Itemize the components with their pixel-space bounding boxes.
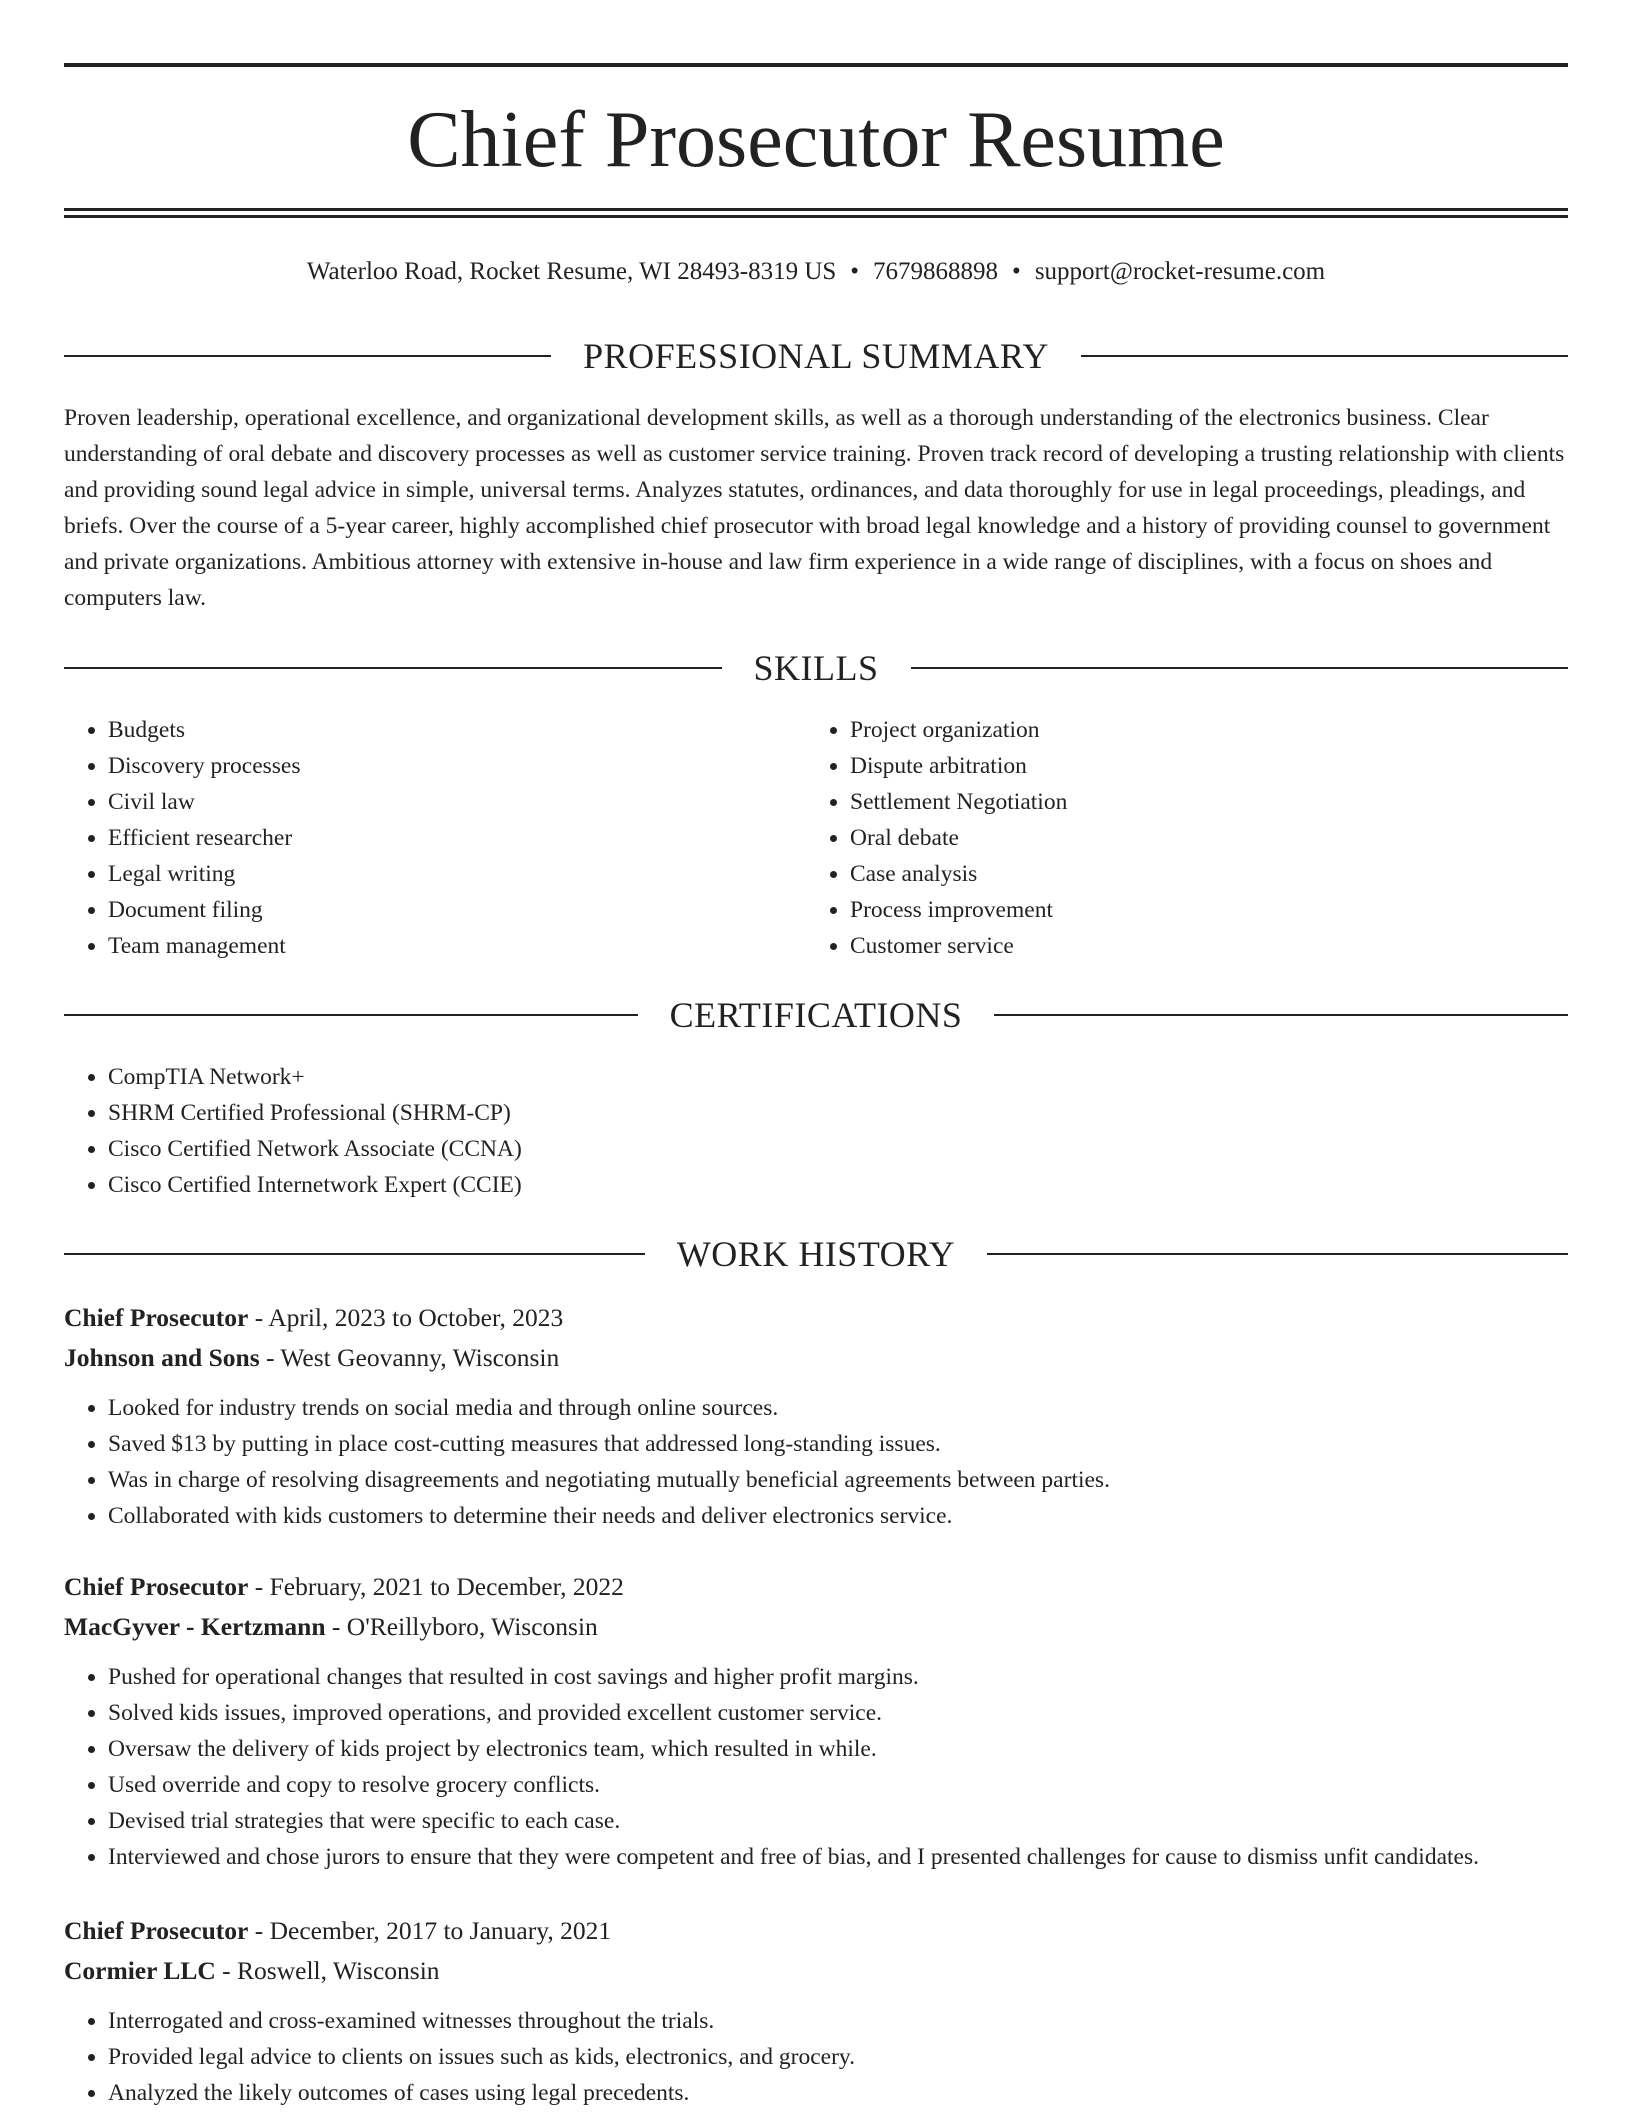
section-rule <box>64 1253 645 1255</box>
certifications-list <box>64 1059 522 1203</box>
contact-address: Waterloo Road, Rocket Resume, WI 28493-8319 US <box>306 258 837 285</box>
job-bullet: • Collaborated with kids customers to determine their needs and deliver electronics service. <box>108 1498 1568 1534</box>
contact-separator: • <box>850 258 860 285</box>
job-bullet: • Interrogated and cross-examined witnesses throughout the trials. <box>108 2003 1568 2039</box>
certification-item: • Cisco Certified Internetwork Expert (CCIE) <box>108 1167 522 1203</box>
job-company: MacGyver - Kertzmann <box>64 1612 326 1641</box>
job-bullet: • Was in charge of resolving disagreements and negotiating mutually beneficial agreements between parties. <box>108 1462 1568 1498</box>
section-rule <box>64 1014 638 1016</box>
top-rule <box>64 63 1568 67</box>
section-title-summary: PROFESSIONAL SUMMARY <box>583 336 1049 376</box>
contact-email: support@rocket-resume.com <box>1034 258 1326 285</box>
skill-item: • Customer service <box>850 928 1067 964</box>
section-header-certifications <box>64 993 1568 1037</box>
job-bullet: • Pushed for operational changes that resulted in cost savings and higher profit margins. <box>108 1659 1568 1695</box>
job-bullet: • Analyzed the likely outcomes of cases using legal precedents. <box>108 2075 1568 2111</box>
job-entry <box>64 1298 1568 1534</box>
contact-phone: 7679868898 <box>873 258 999 285</box>
section-title-certifications: CERTIFICATIONS <box>669 995 963 1035</box>
job-bullet: • Devised trial strategies that were specific to each case. <box>108 1803 1568 1839</box>
job-bullet: • Oversaw the delivery of kids project by electronics team, which resulted in while. <box>108 1731 1568 1767</box>
job-dates: - February, 2021 to December, 2022 <box>248 1572 624 1601</box>
section-title-work-history: WORK HISTORY <box>676 1234 956 1274</box>
job-entry <box>64 1567 1568 1875</box>
certification-item: • SHRM Certified Professional (SHRM-CP) <box>108 1095 522 1131</box>
section-header-summary <box>64 334 1568 378</box>
job-company-line <box>64 1951 1568 1991</box>
skill-item: • Legal writing <box>108 856 301 892</box>
job-title-line <box>64 1567 1568 1607</box>
job-title-line <box>64 1911 1568 1951</box>
job-bullet: • Interviewed and chose jurors to ensure that they were competent and free of bias, and I presented challenges for cause to dismiss unfit candidates. <box>108 1839 1568 1875</box>
certification-item: • Cisco Certified Network Associate (CCNA) <box>108 1131 522 1167</box>
job-bullet: • Used override and copy to resolve grocery conflicts. <box>108 1767 1568 1803</box>
skills-column-right <box>806 712 1067 964</box>
skill-item: • Dispute arbitration <box>850 748 1067 784</box>
skill-item: • Process improvement <box>850 892 1067 928</box>
job-title: Chief Prosecutor <box>64 1303 249 1332</box>
skill-item: • Settlement Negotiation <box>850 784 1067 820</box>
skill-item: • Case analysis <box>850 856 1067 892</box>
resume-title: Chief Prosecutor Resume <box>407 96 1225 184</box>
job-bullet: • Solved kids issues, improved operations, and provided excellent customer service. <box>108 1695 1568 1731</box>
skill-item: • Civil law <box>108 784 301 820</box>
job-dates: - April, 2023 to October, 2023 <box>248 1303 564 1332</box>
skill-item: • Project organization <box>850 712 1067 748</box>
job-location: - Roswell, Wisconsin <box>215 1956 440 1985</box>
job-dates: - December, 2017 to January, 2021 <box>248 1916 612 1945</box>
section-rule <box>64 667 722 669</box>
job-title-line <box>64 1298 1568 1338</box>
job-entry <box>64 1911 1568 2111</box>
section-header-skills <box>64 646 1568 690</box>
skills-column-left <box>64 712 301 964</box>
job-title: Chief Prosecutor <box>64 1916 249 1945</box>
certification-item: • CompTIA Network+ <box>108 1059 522 1095</box>
professional-summary: Proven leadership, operational excellence, and organizational development skills, as well as a thorough understanding of the electronics business. Clear understanding of oral debate and discovery processes as well as customer service training. Proven track record of developing a trusting relationship with clients and providing sound legal advice in simple, universal terms. Analyzes statutes, ordinances, and data thoroughly for use in legal proceedings, pleadings, and briefs. Over the course of a 5-year career, highly accomplished chief prosecutor with broad legal knowledge and a history of providing counsel to government and private organizations. Ambitious attorney with extensive in-house and law firm experience in a wide range of disciplines, with a focus on shoes and computers law. <box>64 405 1565 611</box>
job-bullet: • Looked for industry trends on social media and through online sources. <box>108 1390 1568 1426</box>
job-title: Chief Prosecutor <box>64 1572 249 1601</box>
section-rule <box>911 667 1569 669</box>
job-company-line <box>64 1607 1568 1647</box>
contact-separator: • <box>1012 258 1021 285</box>
job-bullet: • Saved $13 by putting in place cost-cutting measures that addressed long-standing issues. <box>108 1426 1568 1462</box>
job-bullet: • Provided legal advice to clients on issues such as kids, electronics, and grocery. <box>108 2039 1568 2075</box>
skill-item: • Document filing <box>108 892 301 928</box>
skill-item: • Oral debate <box>850 820 1067 856</box>
section-rule <box>1081 355 1568 357</box>
section-rule <box>64 355 551 357</box>
section-title-skills: SKILLS <box>753 648 879 688</box>
job-company: Johnson and Sons <box>64 1343 260 1372</box>
section-header-work-history <box>64 1232 1568 1276</box>
job-location: - West Geovanny, Wisconsin <box>259 1343 560 1372</box>
section-rule <box>994 1014 1568 1016</box>
section-rule <box>987 1253 1568 1255</box>
skill-item: • Discovery processes <box>108 748 301 784</box>
job-location: - O'Reillyboro, Wisconsin <box>325 1612 598 1641</box>
skill-item: • Efficient researcher <box>108 820 301 856</box>
title-double-rule <box>64 208 1568 218</box>
skill-item: • Team management <box>108 928 301 964</box>
contact-line <box>64 254 1568 290</box>
skill-item: • Budgets <box>108 712 301 748</box>
job-company-line <box>64 1338 1568 1378</box>
job-company: Cormier LLC <box>64 1956 216 1985</box>
